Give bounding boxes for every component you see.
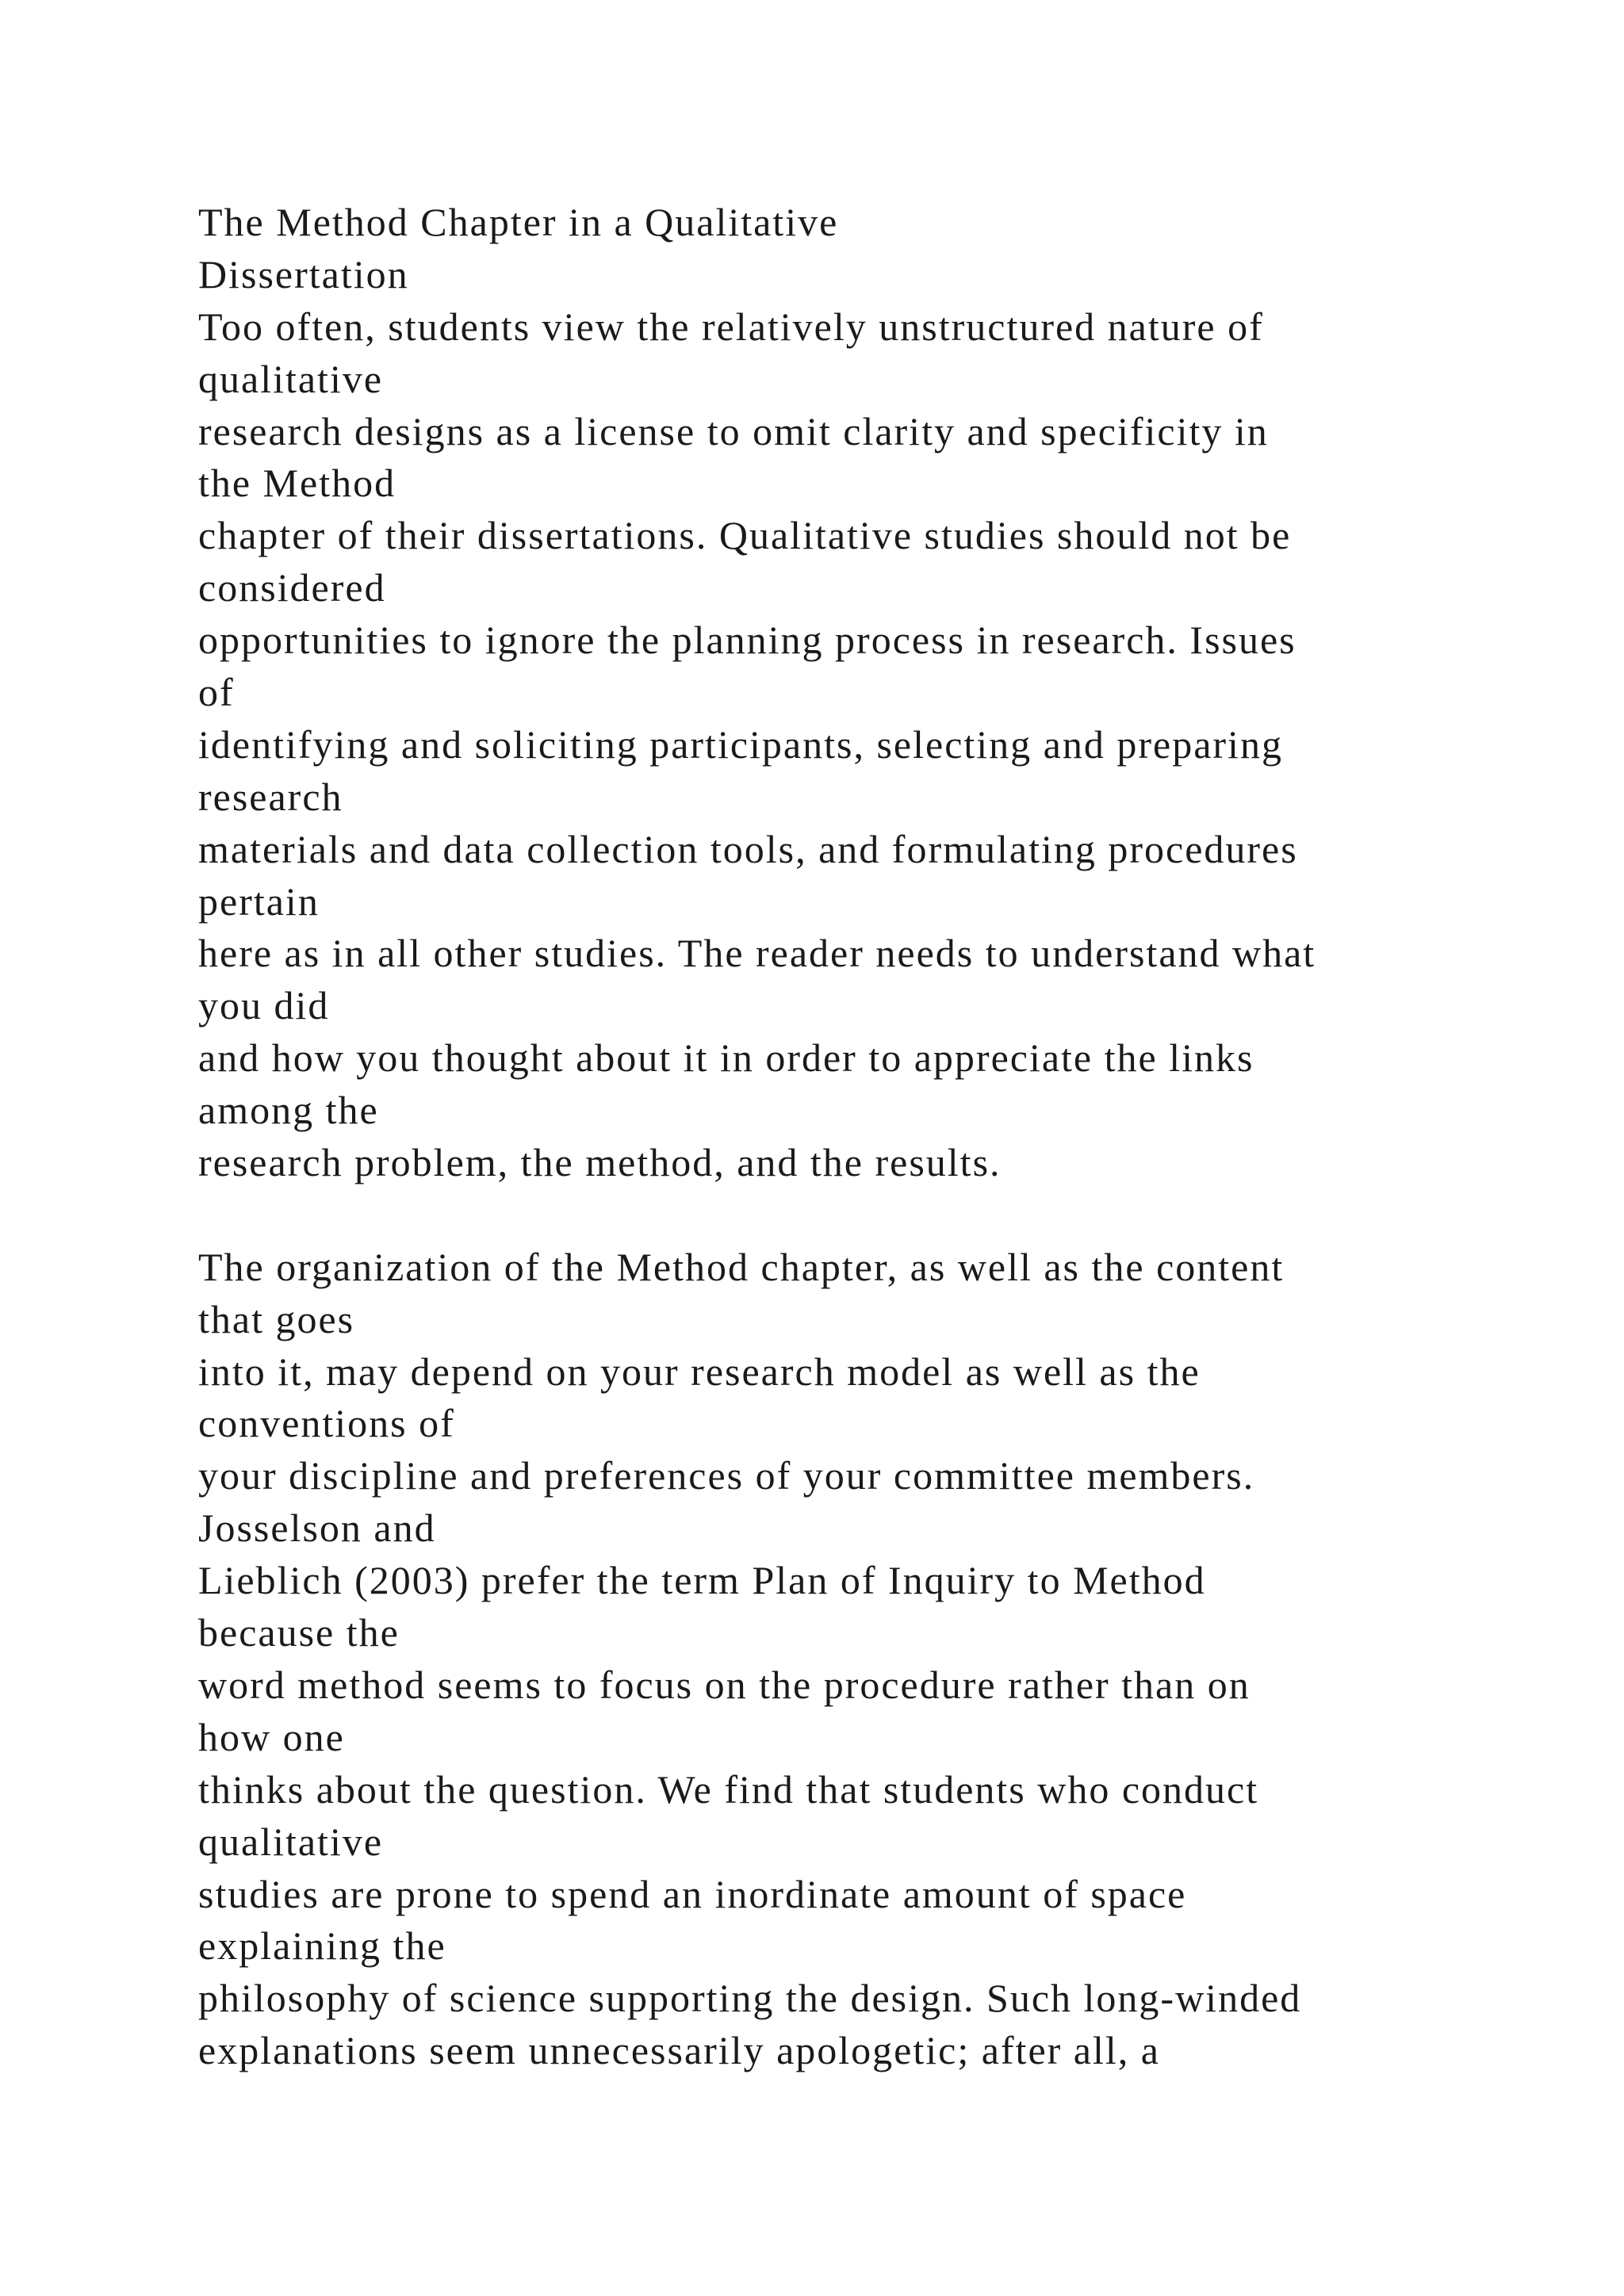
text-line: philosophy of science supporting the design. Such long-winded (198, 1976, 1302, 2021)
text-line: into it, may depend on your research model as well as the (198, 1349, 1201, 1394)
text-line: materials and data collection tools, and formulating procedures (198, 826, 1298, 871)
text-line: The organization of the Method chapter, as well as the content (198, 1244, 1285, 1289)
text-line: your discipline and preferences of your committee members. (198, 1453, 1255, 1498)
text-line: research designs as a license to omit clarity and specificity in (198, 408, 1269, 453)
text-line: explaining the (198, 1923, 446, 1969)
text-line: Too often, students view the relatively unstructured nature of (198, 304, 1264, 349)
text-line: qualitative (198, 1819, 384, 1864)
text-line: word method seems to focus on the procedure rather than on (198, 1662, 1251, 1707)
text-line: explanations seem unnecessarily apologetic; after all, a (198, 2028, 1160, 2073)
text-line: the Method (198, 461, 396, 506)
text-line: here as in all other studies. The reader needs to understand what (198, 931, 1316, 976)
text-line: of (198, 670, 235, 715)
text-line: identifying and soliciting participants, selecting and preparing (198, 721, 1283, 767)
text-line: chapter of their dissertations. Qualitative studies should not be (198, 513, 1292, 558)
text-line: Josselson and (198, 1506, 436, 1551)
text-line: among the (198, 1088, 379, 1133)
text-line: Dissertation (198, 251, 409, 297)
text-line: qualitative (198, 356, 384, 401)
text-line: research (198, 774, 343, 819)
text-line: The Method Chapter in a Qualitative (198, 200, 839, 244)
text-line: because the (198, 1610, 400, 1655)
text-line: considered (198, 565, 386, 610)
blank-line (198, 1189, 1546, 1242)
text-line: how one (198, 1714, 345, 1759)
document-body (198, 197, 1546, 2077)
text-line: research problem, the method, and the results. (198, 1140, 1002, 1185)
text-line: conventions of (198, 1401, 455, 1446)
text-line: pertain (198, 878, 320, 924)
text-line: that goes (198, 1296, 355, 1341)
text-line: thinks about the question. We find that students who conduct (198, 1766, 1259, 1812)
text-line: Lieblich (2003) prefer the term Plan of Inquiry to Method (198, 1558, 1206, 1603)
text-line: and how you thought about it in order to appreciate the links (198, 1035, 1254, 1081)
text-line: you did (198, 983, 330, 1028)
text-line: studies are prone to spend an inordinate amount of space (198, 1871, 1187, 1916)
text-line: opportunities to ignore the planning process in research. Issues (198, 618, 1297, 663)
